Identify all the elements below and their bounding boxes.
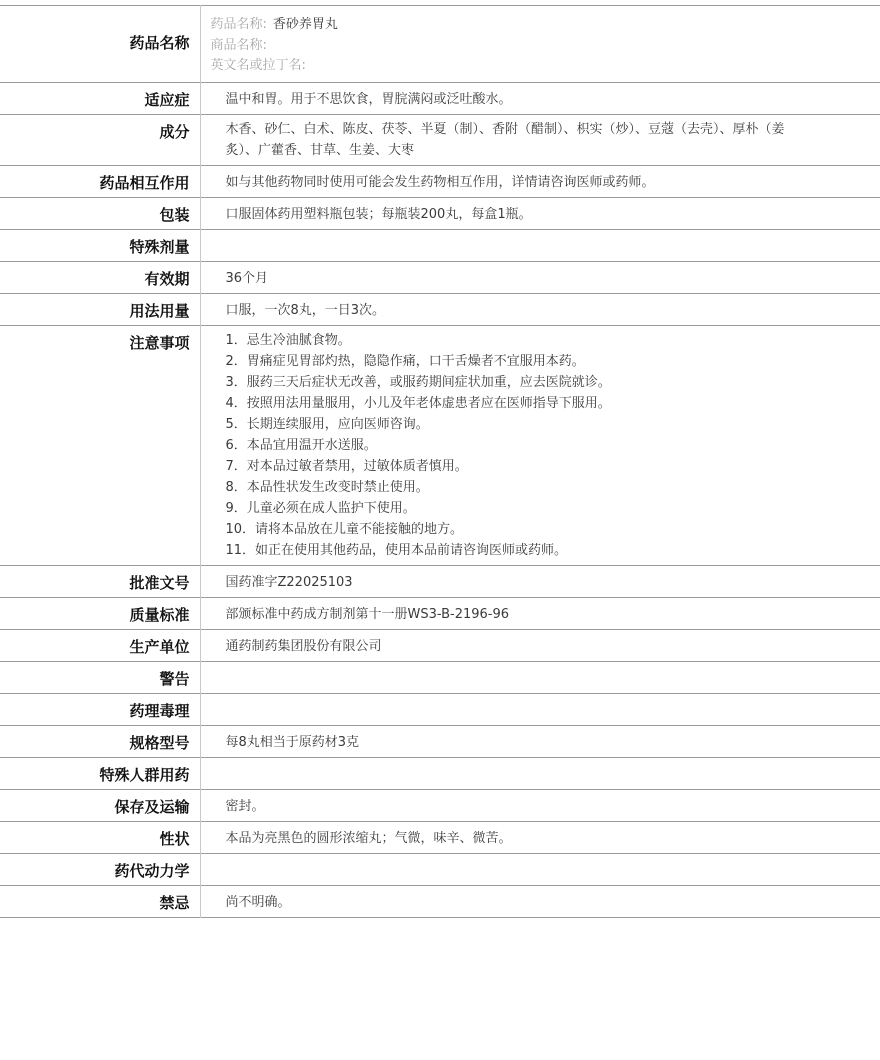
row-value: 通药制药集团股份有限公司	[225, 639, 382, 654]
row-usage	[0, 294, 880, 326]
row-pharmacology	[0, 694, 880, 726]
row-value	[200, 115, 880, 166]
list-item: 2．胃痛症见胃部灼热，隐隐作痛，口干舌燥者不宜服用本药。	[225, 354, 585, 369]
row-label: 禁忌	[0, 886, 200, 918]
row-specification	[0, 726, 880, 758]
row-value: 口服，一次8丸，一日3次。	[225, 303, 386, 318]
row-ingredients	[0, 115, 880, 166]
generic-name-label: 药品名称:	[210, 17, 267, 32]
row-value	[200, 6, 880, 83]
precautions-list	[226, 330, 871, 561]
list-item: 11．如正在使用其他药品，使用本品前请咨询医师或药师。	[225, 543, 568, 558]
row-label: 药理毒理	[0, 694, 200, 726]
row-label: 适应症	[0, 83, 200, 115]
list-item: 4．按照用法用量服用，小儿及年老体虚患者应在医师指导下服用。	[225, 396, 611, 411]
row-label: 用法用量	[0, 294, 200, 326]
row-label: 有效期	[0, 262, 200, 294]
drug-spec-table	[0, 5, 880, 918]
row-storage	[0, 790, 880, 822]
row-label: 警告	[0, 662, 200, 694]
row-label: 批准文号	[0, 566, 200, 598]
row-packaging	[0, 198, 880, 230]
row-label: 药代动力学	[0, 854, 200, 886]
row-label: 规格型号	[0, 726, 200, 758]
row-pharmacokinetics	[0, 854, 880, 886]
row-value: 本品为亮黑色的圆形浓缩丸；气微，味辛、微苦。	[225, 831, 512, 846]
row-value: 口服固体药用塑料瓶包装；每瓶装200丸，每盒1瓶。	[225, 207, 532, 222]
row-value	[200, 854, 880, 886]
generic-name-value: 香砂养胃丸	[272, 17, 338, 32]
row-label: 包装	[0, 198, 200, 230]
row-drug-name	[0, 6, 880, 83]
row-contraindications	[0, 886, 880, 918]
row-indication	[0, 83, 880, 115]
row-label: 生产单位	[0, 630, 200, 662]
list-item: 10．请将本品放在儿童不能接触的地方。	[225, 522, 464, 537]
row-manufacturer	[0, 630, 880, 662]
list-item: 9．儿童必须在成人监护下使用。	[225, 501, 416, 516]
row-label: 特殊人群用药	[0, 758, 200, 790]
row-value: 每8丸相当于原药材3克	[225, 735, 360, 750]
row-label: 质量标准	[0, 598, 200, 630]
row-label: 特殊剂量	[0, 230, 200, 262]
list-item: 1．忌生冷油腻食物。	[225, 333, 351, 348]
list-item: 7．对本品过敏者禁用，过敏体质者慎用。	[225, 459, 468, 474]
row-label: 保存及运输	[0, 790, 200, 822]
row-value: 部颁标准中药成方制剂第十一册WS3-B-2196-96	[225, 607, 510, 622]
row-label: 性状	[0, 822, 200, 854]
row-value: 国药准字Z22025103	[225, 575, 353, 590]
row-precautions	[0, 326, 880, 566]
row-special-dosage	[0, 230, 880, 262]
row-value	[200, 694, 880, 726]
row-value: 密封。	[225, 799, 265, 814]
list-item: 3．服药三天后症状无改善，或服药期间症状加重，应去医院就诊。	[225, 375, 611, 390]
row-value: 温中和胃。用于不思饮食，胃脘满闷或泛吐酸水。	[225, 92, 512, 107]
english-name-label: 英文名或拉丁名:	[210, 58, 306, 73]
row-interactions	[0, 166, 880, 198]
row-value	[200, 326, 880, 566]
row-label: 注意事项	[0, 326, 200, 566]
row-validity	[0, 262, 880, 294]
row-value	[200, 230, 880, 262]
list-item: 8．本品性状发生改变时禁止使用。	[225, 480, 429, 495]
row-label: 药品名称	[0, 6, 200, 83]
list-item: 6．本品宜用温开水送服。	[225, 438, 377, 453]
row-label: 成分	[0, 115, 200, 166]
row-label: 药品相互作用	[0, 166, 200, 198]
row-approval-number	[0, 566, 880, 598]
row-value	[200, 662, 880, 694]
row-warning	[0, 662, 880, 694]
row-quality-standard	[0, 598, 880, 630]
row-value: 36个月	[225, 271, 269, 286]
list-item: 5．长期连续服用，应向医师咨询。	[225, 417, 429, 432]
row-value	[200, 758, 880, 790]
row-value: 尚不明确。	[225, 895, 291, 910]
row-value: 如与其他药物同时使用可能会发生药物相互作用，详情请咨询医师或药师。	[225, 175, 655, 190]
ingredients-text: 木香、砂仁、白术、陈皮、茯苓、半夏（制）、香附（醋制）、枳实（炒）、豆蔻（去壳）、厚朴（姜炙）、广藿香、甘草、生姜、大枣	[225, 122, 785, 158]
row-description	[0, 822, 880, 854]
trade-name-label: 商品名称:	[210, 37, 267, 53]
row-special-population	[0, 758, 880, 790]
generic-name-line	[211, 15, 871, 36]
